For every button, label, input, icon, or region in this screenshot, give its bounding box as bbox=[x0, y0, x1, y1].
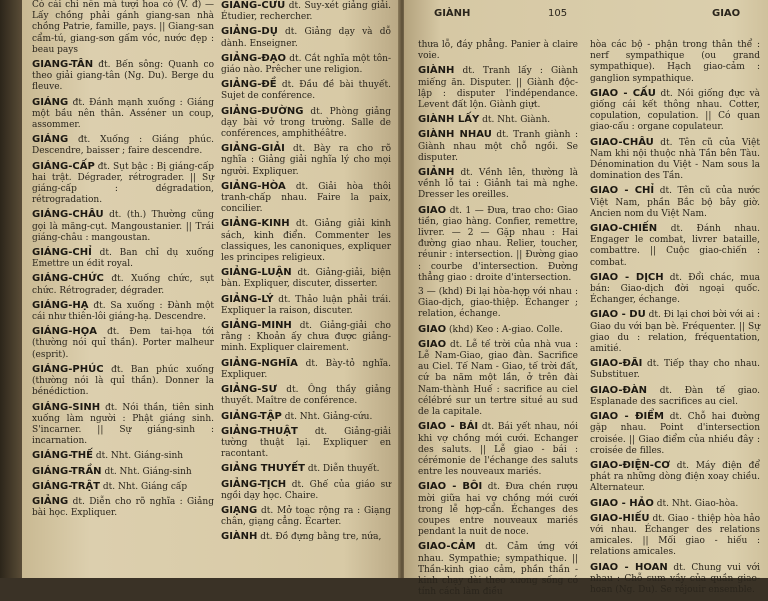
dictionary-entry bbox=[32, 364, 214, 399]
dictionary-entry bbox=[32, 466, 214, 478]
entry-definition: dt. Nht. Giao-hòa. bbox=[656, 498, 739, 509]
entry-definition: dt. Tên cũ của Việt Nam khi nội thuộc nhà Tần bên Tàu. Dénomination du Việt - Nam sous la domination des Tần. bbox=[590, 137, 760, 182]
entry-headword: GIẢNG-DỤ bbox=[221, 26, 278, 38]
entry-definition: dt. Đồ đựng bằng tre, nứa, bbox=[260, 532, 382, 543]
entry-headword: GIÁNG-HỌA bbox=[32, 326, 98, 338]
entry-headword: GIAO-ĐÃI bbox=[590, 358, 643, 370]
entry-definition: dt. Đưa chén rượu mời giữa hai vợ chồng mới cưới trong lễ hợp-cẩn. Échanges des coupes entre nouveaux mariés pendant la nuit de noce. bbox=[418, 482, 578, 538]
dictionary-entry bbox=[32, 247, 214, 270]
entry-definition: dt. Nht. Giáng-sinh bbox=[95, 451, 184, 462]
dictionary-entry bbox=[32, 273, 214, 296]
entry-headword: GIÁNG-TRẬT bbox=[32, 480, 101, 492]
dictionary-entry bbox=[221, 218, 391, 264]
dictionary-entry bbox=[221, 320, 391, 355]
entry-definition: dt. Ban chỉ dụ xuống Emettre un édit royal. bbox=[32, 248, 214, 270]
entry-definition: dt. Chung vui với nhau : Chỗ sum vầy của quần giao-hoan (Ng. Du). Se réjouir ensemble. bbox=[590, 562, 760, 595]
entry-headword: GIAO - HOAN bbox=[590, 561, 668, 573]
entry-headword: GIÀNH bbox=[221, 531, 258, 543]
entry-headword: GIAO-ĐÀN bbox=[590, 384, 647, 396]
dictionary-entry bbox=[221, 505, 391, 528]
dictionary-entry bbox=[221, 26, 391, 49]
entry-definition: dt. 1 — Đưa, trao cho: Giao tiền, giao hàng. Confier, remettre, livrer. — 2 — Gặp nhau : Hai đường giao nhau. Relier, toucher, réunir : intersection. || Đường giao : courbe d'intersection. Đường thẳng giao : droite d'intersection. bbox=[418, 205, 578, 283]
entry-headword: GIÁNG-THẾ bbox=[32, 450, 93, 462]
entry-headword: GIÁNG bbox=[32, 134, 69, 146]
dictionary-entry bbox=[32, 326, 214, 361]
entry-definition: dt. Giải hòa thôi tranh-chấp nhau. Faire la paix, concilier. bbox=[221, 181, 391, 215]
entry-headword: GIÁNG-CẤP bbox=[32, 160, 95, 172]
dictionary-entry bbox=[221, 411, 391, 423]
entry-headword: GIẢNG bbox=[32, 495, 69, 507]
entry-definition: đt. Ban phúc xuống (thường nói là quỉ thần). Donner la bénédiction. bbox=[32, 364, 214, 398]
entry-headword: GIAO bbox=[418, 323, 447, 335]
left-page-column-2 bbox=[221, 0, 391, 547]
entry-definition: đt. Xuống chức, sụt chức. Rétrograder, dégrader. bbox=[32, 274, 214, 296]
dictionary-entry bbox=[590, 411, 760, 457]
entry-headword: GIẢNG-LÝ bbox=[221, 293, 274, 305]
entry-headword: GIAO - BÁI bbox=[418, 421, 479, 433]
entry-definition: dt. Máy điện để phát ra những dòng điện xoay chiều. Alternateur. bbox=[590, 460, 760, 494]
right-page-column-2 bbox=[590, 40, 760, 599]
entry-headword: GIÁNG-CHỨC bbox=[32, 273, 104, 285]
entry-definition: dt. Đổi chác, mua bán: Giao-dịch đời ngoại quốc. Échanger, échange. bbox=[590, 272, 760, 306]
entry-headword: GIAO-CHIẾN bbox=[590, 223, 658, 235]
entry-headword: GIẠNG bbox=[221, 504, 258, 516]
entry-definition: dt. Giao - thiệp hòa hảo với nhau. Échanger des relations amicales. || Mối giao - hiếu : relations amicales. bbox=[590, 513, 760, 558]
dictionary-entry bbox=[418, 129, 578, 164]
entry-definition: dt. Đi lại chơi bời với ai : Giao du với bạn bè. Fréquenter. || Sự giao du : relation, fréquentation, amitié. bbox=[590, 310, 760, 355]
entry-definition: đt. Bến sông: Quanh co theo giải giang-tân (Ng. Du). Berge du fleuve. bbox=[32, 60, 214, 93]
entry-definition: dt. Giảng giải kinh sách, kinh điển. Commenter les classiques, les canoniques, expliquer les principes religieux. bbox=[221, 219, 391, 264]
dictionary-entry bbox=[418, 541, 578, 598]
dictionary-entry bbox=[32, 134, 214, 157]
dictionary-entry bbox=[221, 294, 391, 317]
entry-definition: thưa lỗ, đáy phẳng. Panier à claire voie. bbox=[418, 40, 578, 62]
entry-headword: GIAO - BÔI bbox=[418, 481, 483, 493]
entry-definition: dt. Giảng-giải cho rằng : Khoản ấy chưa được giảng-minh. Expliquer clairement. bbox=[221, 321, 391, 354]
entry-headword: GIẢNH bbox=[418, 167, 455, 179]
entry-headword: GIÁNG bbox=[32, 96, 69, 108]
entry-definition: dt. Cắt nghĩa một tôn-giáo nào. Prêcher une religion. bbox=[221, 53, 391, 76]
page-number: 105 bbox=[548, 8, 568, 19]
entry-headword: GIẢNG-TỊCH bbox=[221, 478, 287, 490]
entry-definition: (khd) Keo : A-giao. Colle. bbox=[449, 324, 563, 335]
entry-definition: dt. Vềnh lên, thường là vềnh lỗ tai : Giảnh tai mà nghe. Dresser les oreilles. bbox=[418, 168, 578, 201]
entry-headword: GIẢNG-KINH bbox=[221, 218, 290, 230]
dictionary-entry bbox=[221, 106, 391, 141]
dictionary-entry bbox=[221, 143, 391, 178]
entry-definition: dt. Giảng dạy và dỗ dành. Enseigner. bbox=[221, 27, 391, 49]
dictionary-entry bbox=[221, 531, 391, 543]
entry-definition: đt. Đánh mạnh xuống : Giáng một bầu nên thân. Asséner un coup, assommer. bbox=[32, 97, 214, 131]
dictionary-entry bbox=[418, 481, 578, 538]
dictionary-entry bbox=[590, 562, 760, 597]
entry-headword: GIẢNG-ĐỀ bbox=[221, 79, 277, 91]
dictionary-entry bbox=[590, 272, 760, 307]
dictionary-entry bbox=[590, 460, 760, 495]
entry-definition: 3 — (khd) Đi lại hòa-hợp với nhau : Giao-dịch, giao-thiệp. Échanger ; relation, échange. bbox=[418, 287, 578, 320]
dictionary-entry bbox=[221, 181, 391, 216]
entry-headword: GIAO - ĐIỂM bbox=[590, 411, 664, 423]
entry-definition: hòa các bộ - phận trong thân thể : nerf sympathique (ou grand sympathique). Hạch giao-cảm : ganglion sympathique. bbox=[590, 40, 760, 84]
entry-headword: GIÀNH bbox=[418, 65, 455, 77]
entry-definition: dt. Tên cũ của nước Việt Nam, phần Bắc bộ bây giờ. Ancien nom du Việt Nam. bbox=[590, 186, 760, 219]
entry-headword: GIẢNG-CỨU bbox=[221, 0, 286, 11]
entry-headword: GIẢNG-MINH bbox=[221, 320, 292, 332]
entry-definition: dt. Giảng-giải tường thuật lại. Expliquer en racontant. bbox=[221, 426, 391, 460]
dictionary-entry bbox=[221, 463, 391, 475]
dictionary-entry bbox=[590, 498, 760, 510]
entry-headword: GIAO-CẢM bbox=[418, 541, 476, 553]
entry-headword: GIÁNG-SINH bbox=[32, 401, 101, 413]
entry-headword: GIẢNG-ĐẠO bbox=[221, 52, 287, 64]
entry-definition: đt. Đem tai-họa tới (thường nói quỉ thần). Porter malheur (esprit). bbox=[32, 327, 214, 360]
dictionary-entry bbox=[32, 300, 214, 323]
entry-headword: GIẢNG-THUẬT bbox=[221, 425, 298, 437]
entry-definition: dt. Bày-tỏ nghĩa. Expliquer. bbox=[221, 358, 391, 380]
book-edge-shadow bbox=[0, 0, 22, 578]
entry-headword: GIẢNG THUYẾT bbox=[221, 463, 305, 475]
dictionary-entry bbox=[32, 0, 214, 56]
dictionary-entry bbox=[590, 40, 760, 85]
entry-definition: dt. Nht. Giành. bbox=[482, 115, 551, 126]
entry-definition: dt. Tiếp thay cho nhau. Substituer. bbox=[590, 359, 760, 381]
dictionary-entry bbox=[32, 496, 214, 519]
dictionary-entry bbox=[418, 65, 578, 111]
entry-headword: GIẢNG-SƯ bbox=[221, 384, 277, 396]
dictionary-entry bbox=[221, 426, 391, 461]
entry-definition: dt. Nói giống đực và giống cái kết thông nhau. Cotter, copulation, copulation. || Có quan giao-cấu : organe copulateur. bbox=[590, 88, 760, 133]
left-page-column-1 bbox=[32, 0, 214, 522]
entry-headword: GIÁNG-CHỈ bbox=[32, 247, 92, 259]
dictionary-entry bbox=[590, 137, 760, 183]
entry-definition: dt. Suy-xét giảng giải. Étudier, rechercher. bbox=[221, 1, 391, 23]
entry-headword: GIÁNG-HẠ bbox=[32, 299, 89, 311]
entry-definition: dt. Đánh nhau. Engager le combat, livrer bataille, combattre. || Cuộc giao-chiến : combat. bbox=[590, 224, 760, 268]
entry-definition: dt. Diễn cho rõ nghĩa : Giảng bài học. Expliquer. bbox=[32, 496, 214, 519]
entry-headword: GIẢNG-GIẢI bbox=[221, 143, 285, 155]
dictionary-entry bbox=[590, 385, 760, 408]
entry-headword: GIAO bbox=[418, 204, 447, 216]
running-head-right: GIAO bbox=[712, 8, 741, 19]
dictionary-entry bbox=[221, 0, 391, 23]
dictionary-entry bbox=[418, 421, 578, 478]
entry-definition: dt. Tranh giành : Giành nhau một chỗ ngồi. Se disputer. bbox=[418, 130, 578, 163]
dictionary-entry bbox=[221, 53, 391, 76]
dictionary-entry bbox=[590, 358, 760, 381]
dictionary-entry bbox=[590, 223, 760, 269]
entry-definition: đt. Sa xuống : Đành một cái như thiên-lôi giáng-hạ. Descendre. bbox=[32, 300, 214, 323]
dictionary-entry bbox=[418, 287, 578, 321]
entry-headword: GIẢNG-ĐƯỜNG bbox=[221, 105, 304, 117]
dictionary-entry bbox=[32, 481, 214, 493]
dictionary-entry bbox=[32, 97, 214, 132]
entry-definition: dt. Ghế của giáo sư ngồi dạy học. Chaire. bbox=[221, 479, 391, 501]
entry-headword: GIANG-TÂN bbox=[32, 59, 94, 71]
dictionary-entry bbox=[221, 479, 391, 502]
entry-headword: GIAO - DU bbox=[590, 309, 646, 321]
entry-definition: dt. Diễn thuyết. bbox=[307, 464, 380, 475]
dictionary-entry bbox=[221, 267, 391, 290]
entry-definition: dt. Nht. Giáng cấp bbox=[102, 481, 188, 492]
entry-headword: GIÁNG-CHÂU bbox=[32, 209, 104, 221]
entry-headword: GIAO - HẢO bbox=[590, 497, 654, 509]
entry-headword: GIẢNG-LUẬN bbox=[221, 267, 292, 279]
entry-headword: GIAO - CẤU bbox=[590, 87, 656, 99]
entry-headword: GIẢNG-HÒA bbox=[221, 180, 286, 192]
dictionary-entry bbox=[32, 402, 214, 448]
entry-definition: đt. Xuống : Giáng phúc. Descendre, baisser ; faire descendre. bbox=[32, 135, 214, 157]
entry-definition: dt. Phòng giảng dạy bài vở trong trường. Salle de conférences, amphithéâtre. bbox=[221, 106, 391, 140]
dictionary-entry bbox=[418, 339, 578, 418]
entry-headword: GIAO - DỊCH bbox=[590, 271, 664, 283]
running-head-left: GIÀNH bbox=[434, 8, 471, 19]
dictionary-entry bbox=[32, 161, 214, 207]
entry-definition: Có cái chi nên mà tượi hoa có (V. đ) — Lấy chồng phải gánh giang-san nhà chồng Patrie, famille, pays. || Giang-san cẩm-tú, giang-sơn gấm vóc, nước đẹp : beau pays bbox=[32, 0, 214, 55]
right-page-column-1 bbox=[418, 40, 578, 601]
dictionary-entry bbox=[590, 185, 760, 220]
dictionary-entry bbox=[590, 309, 760, 355]
dictionary-entry bbox=[221, 79, 391, 102]
entry-headword: GIẢNG-TẬP bbox=[221, 410, 282, 422]
entry-headword: GIAO bbox=[418, 338, 447, 350]
entry-definition: dt. Nht. Giảng-cứu. bbox=[284, 411, 373, 422]
entry-definition: dt. (th.) Thường cũng gọi là măng-cụt. Mangoustanier. || Trái giáng-châu : mangoustan. bbox=[32, 210, 214, 243]
entry-definition: dt. Mở toạc rộng ra : Giạng chân, giạng cẳng. Écarter. bbox=[221, 505, 391, 528]
entry-definition: dt. Tranh lấy : Giành miếng ăn. Disputer. || Giành độc-lập : disputer l'indépendance. Levent đất lộn. Giành giựt. bbox=[418, 66, 578, 111]
entry-definition: dt. Thảo luận phải trái. Expliquer la raison, discuter. bbox=[221, 294, 391, 316]
dictionary-entry bbox=[418, 114, 578, 126]
entry-definition: dt. Đàn tế giao. Esplanade des sacrifices au ciel. bbox=[590, 385, 760, 407]
dictionary-entry bbox=[32, 209, 214, 244]
dictionary-entry bbox=[32, 59, 214, 94]
entry-headword: GIÀNH LẤY bbox=[418, 114, 480, 126]
entry-headword: GIÁNG-PHÚC bbox=[32, 363, 104, 375]
entry-definition: dt. Lễ tế trời của nhà vua : Lễ Nam-Giao, giao đàn. Sacrifice au Ciel. Tế Nam - Giao, tế trời đất, cứ ba năm một lần, ở trên đài Nam-thành Huế : sacrifice au ciel célébré sur un tertre situé au sud de la capitale. bbox=[418, 339, 578, 418]
entry-definition: đt. Nói thần, tiên sinh xuống làm người : Phật giáng sinh. S'incarner. || Sự giáng-sinh : incarnation. bbox=[32, 402, 214, 447]
entry-definition: dt. Nht. Giáng-sinh bbox=[104, 466, 192, 477]
entry-definition: dt. Chỗ hai đường gặp nhau. Point d'intersection croisée. || Giao điểm của nhiều đây : croisée de filles. bbox=[590, 412, 760, 456]
entry-definition: đt. Sụt bậc : Bị giáng-cấp hai trật. Dégrader, rétrograder. || Sự giáng-cấp : dégradation, rétrogradation. bbox=[32, 161, 214, 206]
dictionary-entry bbox=[221, 358, 391, 381]
dictionary-entry bbox=[418, 167, 578, 202]
dictionary-entry bbox=[590, 513, 760, 559]
entry-definition: dt. Đầu đề bài thuyết. Sujet de conférence. bbox=[221, 80, 391, 102]
entry-definition: dt. Bày ra cho rõ nghĩa : Giảng giải nghĩa lý cho mọi người. Expliquer. bbox=[221, 144, 391, 177]
dictionary-entry bbox=[418, 205, 578, 284]
entry-definition: dt. Cảm ứng với nhau. Sympathie; sympathique. || Thần-kinh giao cảm, phần thần - kinh chạy dài theo xương sống có tính cách làm điều bbox=[418, 542, 578, 598]
entry-headword: GIAO - CHỈ bbox=[590, 185, 655, 197]
dictionary-entry bbox=[32, 450, 214, 462]
entry-headword: GIAO-ĐIỆN-CƠ bbox=[590, 459, 671, 471]
dictionary-entry bbox=[221, 384, 391, 407]
entry-headword: GIAO-HIẾU bbox=[590, 512, 650, 524]
dictionary-entry bbox=[590, 88, 760, 134]
entry-headword: GIÁNG-TRẦN bbox=[32, 465, 102, 477]
entry-definition: dt. Giảng-giải, biện bàn. Expliquer, discuter, disserter. bbox=[221, 268, 391, 290]
entry-headword: GIAO-CHÂU bbox=[590, 136, 654, 148]
dictionary-entry bbox=[418, 324, 578, 336]
entry-headword: GIẢNG-NGHĨA bbox=[221, 357, 298, 369]
dictionary-entry bbox=[418, 40, 578, 62]
entry-definition: dt. Bái yết nhau, nói khi vợ chồng mới cưới. Echanger des saluts. || Lễ giao - bái : cérémonie de l'échange des saluts entre les nouveaux mariés. bbox=[418, 422, 578, 478]
entry-headword: GIÀNH NHAU bbox=[418, 129, 492, 141]
entry-definition: dt. Ông thầy giảng thuyết. Maître de conférence. bbox=[221, 385, 391, 407]
